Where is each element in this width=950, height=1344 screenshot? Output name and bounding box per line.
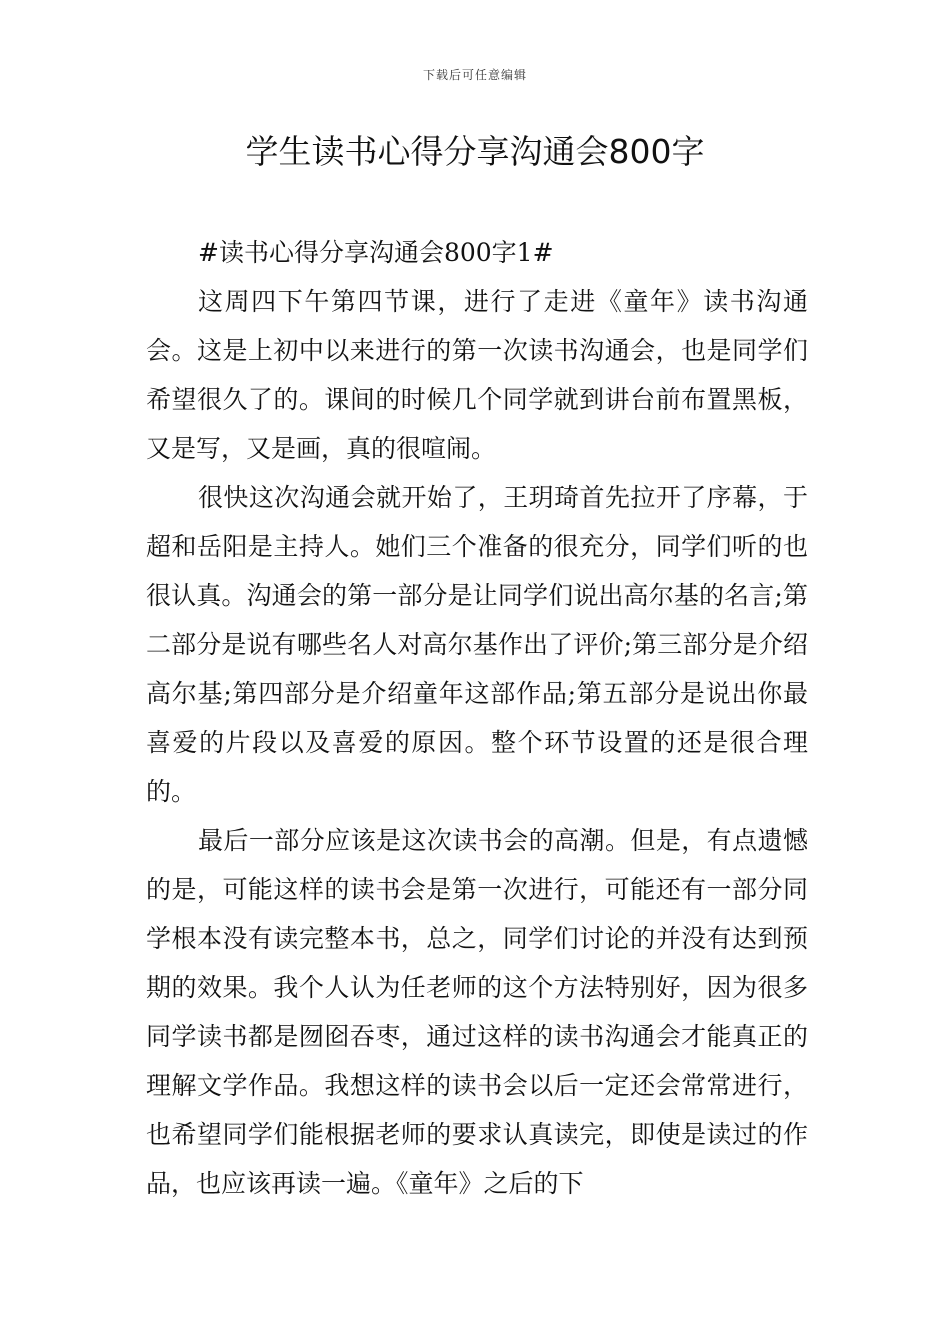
section-heading: #读书心得分享沟通会800字1# <box>198 238 554 267</box>
page-title: 学生读书心得分享沟通会800字 <box>245 132 705 171</box>
document-body <box>146 228 808 1208</box>
paragraph-1: 这周四下午第四节课，进行了走进《童年》读书沟通会。这是上初中以来进行的第一次读书沟通会，也是同学们希望很久了的。课间的时候几个同学就到讲台前布置黑板，又是写，又是画，真的很喧闹。 <box>146 287 808 463</box>
paragraph-3: 最后一部分应该是这次读书会的高潮。但是，有点遗憾的是，可能这样的读书会是第一次进行，可能还有一部分同学根本没有读完整本书，总之，同学们讨论的并没有达到预期的效果。我个人认为任老师的这个方法特别好，因为很多同学读书都是囫囵吞枣，通过这样的读书沟通会才能真正的理解文学作品。我想这样的读书会以后一定还会常常进行，也希望同学们能根据老师的要求认真读完，即使是读过的作品，也应该再读一遍。《童年》之后的下 <box>146 826 808 1198</box>
paragraph-2: 很快这次沟通会就开始了，王玥琦首先拉开了序幕，于超和岳阳是主持人。她们三个准备的很充分，同学们听的也很认真。沟通会的第一部分是让同学们说出高尔基的名言;第二部分是说有哪些名人对高尔基作出了评价;第三部分是介绍高尔基;第四部分是介绍童年这部作品;第五部分是说出你最喜爱的片段以及喜爱的原因。整个环节设置的还是很合理的。 <box>146 483 808 806</box>
header-note: 下载后可任意编辑 <box>422 68 527 82</box>
